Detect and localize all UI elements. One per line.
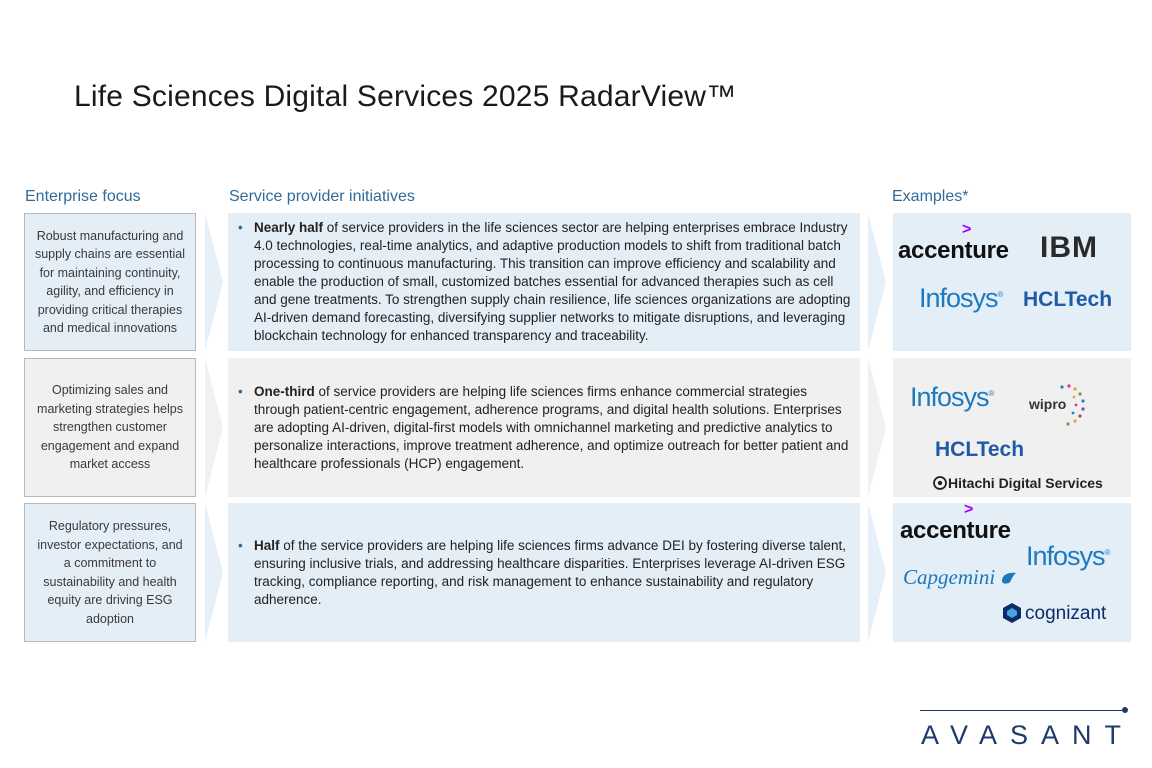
bullet-icon: • xyxy=(238,220,243,235)
infosys-logo: Infosys® xyxy=(919,283,1004,313)
initiative-text: of service providers are helping life sciences firms enhance commercial strategies through patient-centric engagement, adherence programs, and digital health solutions. Enterprises are adopting AI-driven, digital-first models with omnichannel marketing and predictive analytics to personalize interactions, improve treatment adherence, and optimize outreach for better patient and healthcare professionals (HCP) engagement. xyxy=(254,383,849,471)
initiative-bullet xyxy=(236,537,852,609)
focus-box xyxy=(24,213,196,351)
initiative-text: of service providers in the life sciences sector are helping enterprises embrace Industry 4.0 technologies, real-time analytics, and adaptive production models to shift from traditional batch processing to continuous manufacturing. This transition can improve efficiency and scalability and enable the production of small, customized batches essential for advanced therapies such as cell and gene treatments. To strengthen supply chain resilience, life sciences organizations are adopting AI-driven demand forecasting, diversifying supplier networks to mitigate disruptions, and leveraging blockchain technology for enhanced transparency and traceability. xyxy=(254,220,851,343)
initiative-box xyxy=(228,213,860,351)
infosys-logo: Infosys® xyxy=(1026,541,1111,571)
accenture-logo: > accenture xyxy=(900,501,1011,544)
header-enterprise-focus: Enterprise focus xyxy=(25,188,141,205)
initiative-highlight: Nearly half xyxy=(254,220,324,235)
cognizant-emblem-icon xyxy=(1001,602,1023,624)
focus-box xyxy=(24,358,196,497)
capgemini-logo: Capgemini xyxy=(903,565,1018,590)
chevron-arrow-icon xyxy=(868,358,886,497)
chevron-arrow-icon xyxy=(868,503,886,642)
focus-text: Robust manufacturing and supply chains are essential for maintaining continuity, agility, and efficiency in providing critical therapies and medical innovations xyxy=(34,228,186,335)
examples-box xyxy=(893,358,1131,497)
initiative-box xyxy=(228,503,860,642)
chevron-arrow-icon xyxy=(205,503,223,642)
initiative-highlight: One-third xyxy=(254,383,315,399)
hitachi-logo: Hitachi Digital Services xyxy=(933,475,1103,491)
page-title: Life Sciences Digital Services 2025 RadarView™ xyxy=(74,80,737,113)
initiative-bullet xyxy=(236,383,852,473)
initiative-box xyxy=(228,358,860,497)
chevron-arrow-icon xyxy=(205,213,223,351)
focus-text: Regulatory pressures, investor expectations, and a commitment to sustainability and health equity are driving ESG adoption xyxy=(37,519,183,626)
wipro-logo: wipro xyxy=(1029,396,1066,412)
cognizant-logo: cognizant xyxy=(1001,602,1106,625)
chevron-arrow-icon xyxy=(868,213,886,351)
capgemini-spade-icon xyxy=(1000,571,1018,585)
examples-box xyxy=(893,503,1131,642)
examples-box xyxy=(893,213,1131,351)
accenture-logo: > accenture xyxy=(898,221,1009,264)
header-examples: Examples* xyxy=(892,188,969,205)
chevron-arrow-icon xyxy=(205,358,223,497)
infosys-logo: Infosys® xyxy=(910,382,995,412)
initiative-bullet xyxy=(236,219,852,345)
brand-dot-icon xyxy=(1122,707,1128,713)
hcltech-logo: HCLTech xyxy=(935,438,1025,461)
initiative-text: of the service providers are helping life sciences firms advance DEI by fostering diverse talent, ensuring inclusive trials, and addressing healthcare disparities. Enterprises leverage AI-driven ESG tracking, compliance reporting, and risk management to enhance sustainability and regulatory adherence. xyxy=(254,537,847,607)
header-service-provider-initiatives: Service provider initiatives xyxy=(229,188,415,205)
initiative-highlight: Half xyxy=(254,537,280,553)
focus-text: Optimizing sales and marketing strategies helps strengthen customer engagement and expand market access xyxy=(37,383,183,472)
hcltech-logo: HCLTech xyxy=(1023,288,1113,311)
hitachi-emblem-icon xyxy=(933,476,947,490)
ibm-logo: IBM xyxy=(1040,231,1098,264)
avasant-logo: AVASANT xyxy=(921,720,1135,750)
bullet-icon: • xyxy=(238,537,243,553)
brand-underline xyxy=(920,710,1124,711)
bullet-icon: • xyxy=(238,383,243,399)
focus-box xyxy=(24,503,196,642)
